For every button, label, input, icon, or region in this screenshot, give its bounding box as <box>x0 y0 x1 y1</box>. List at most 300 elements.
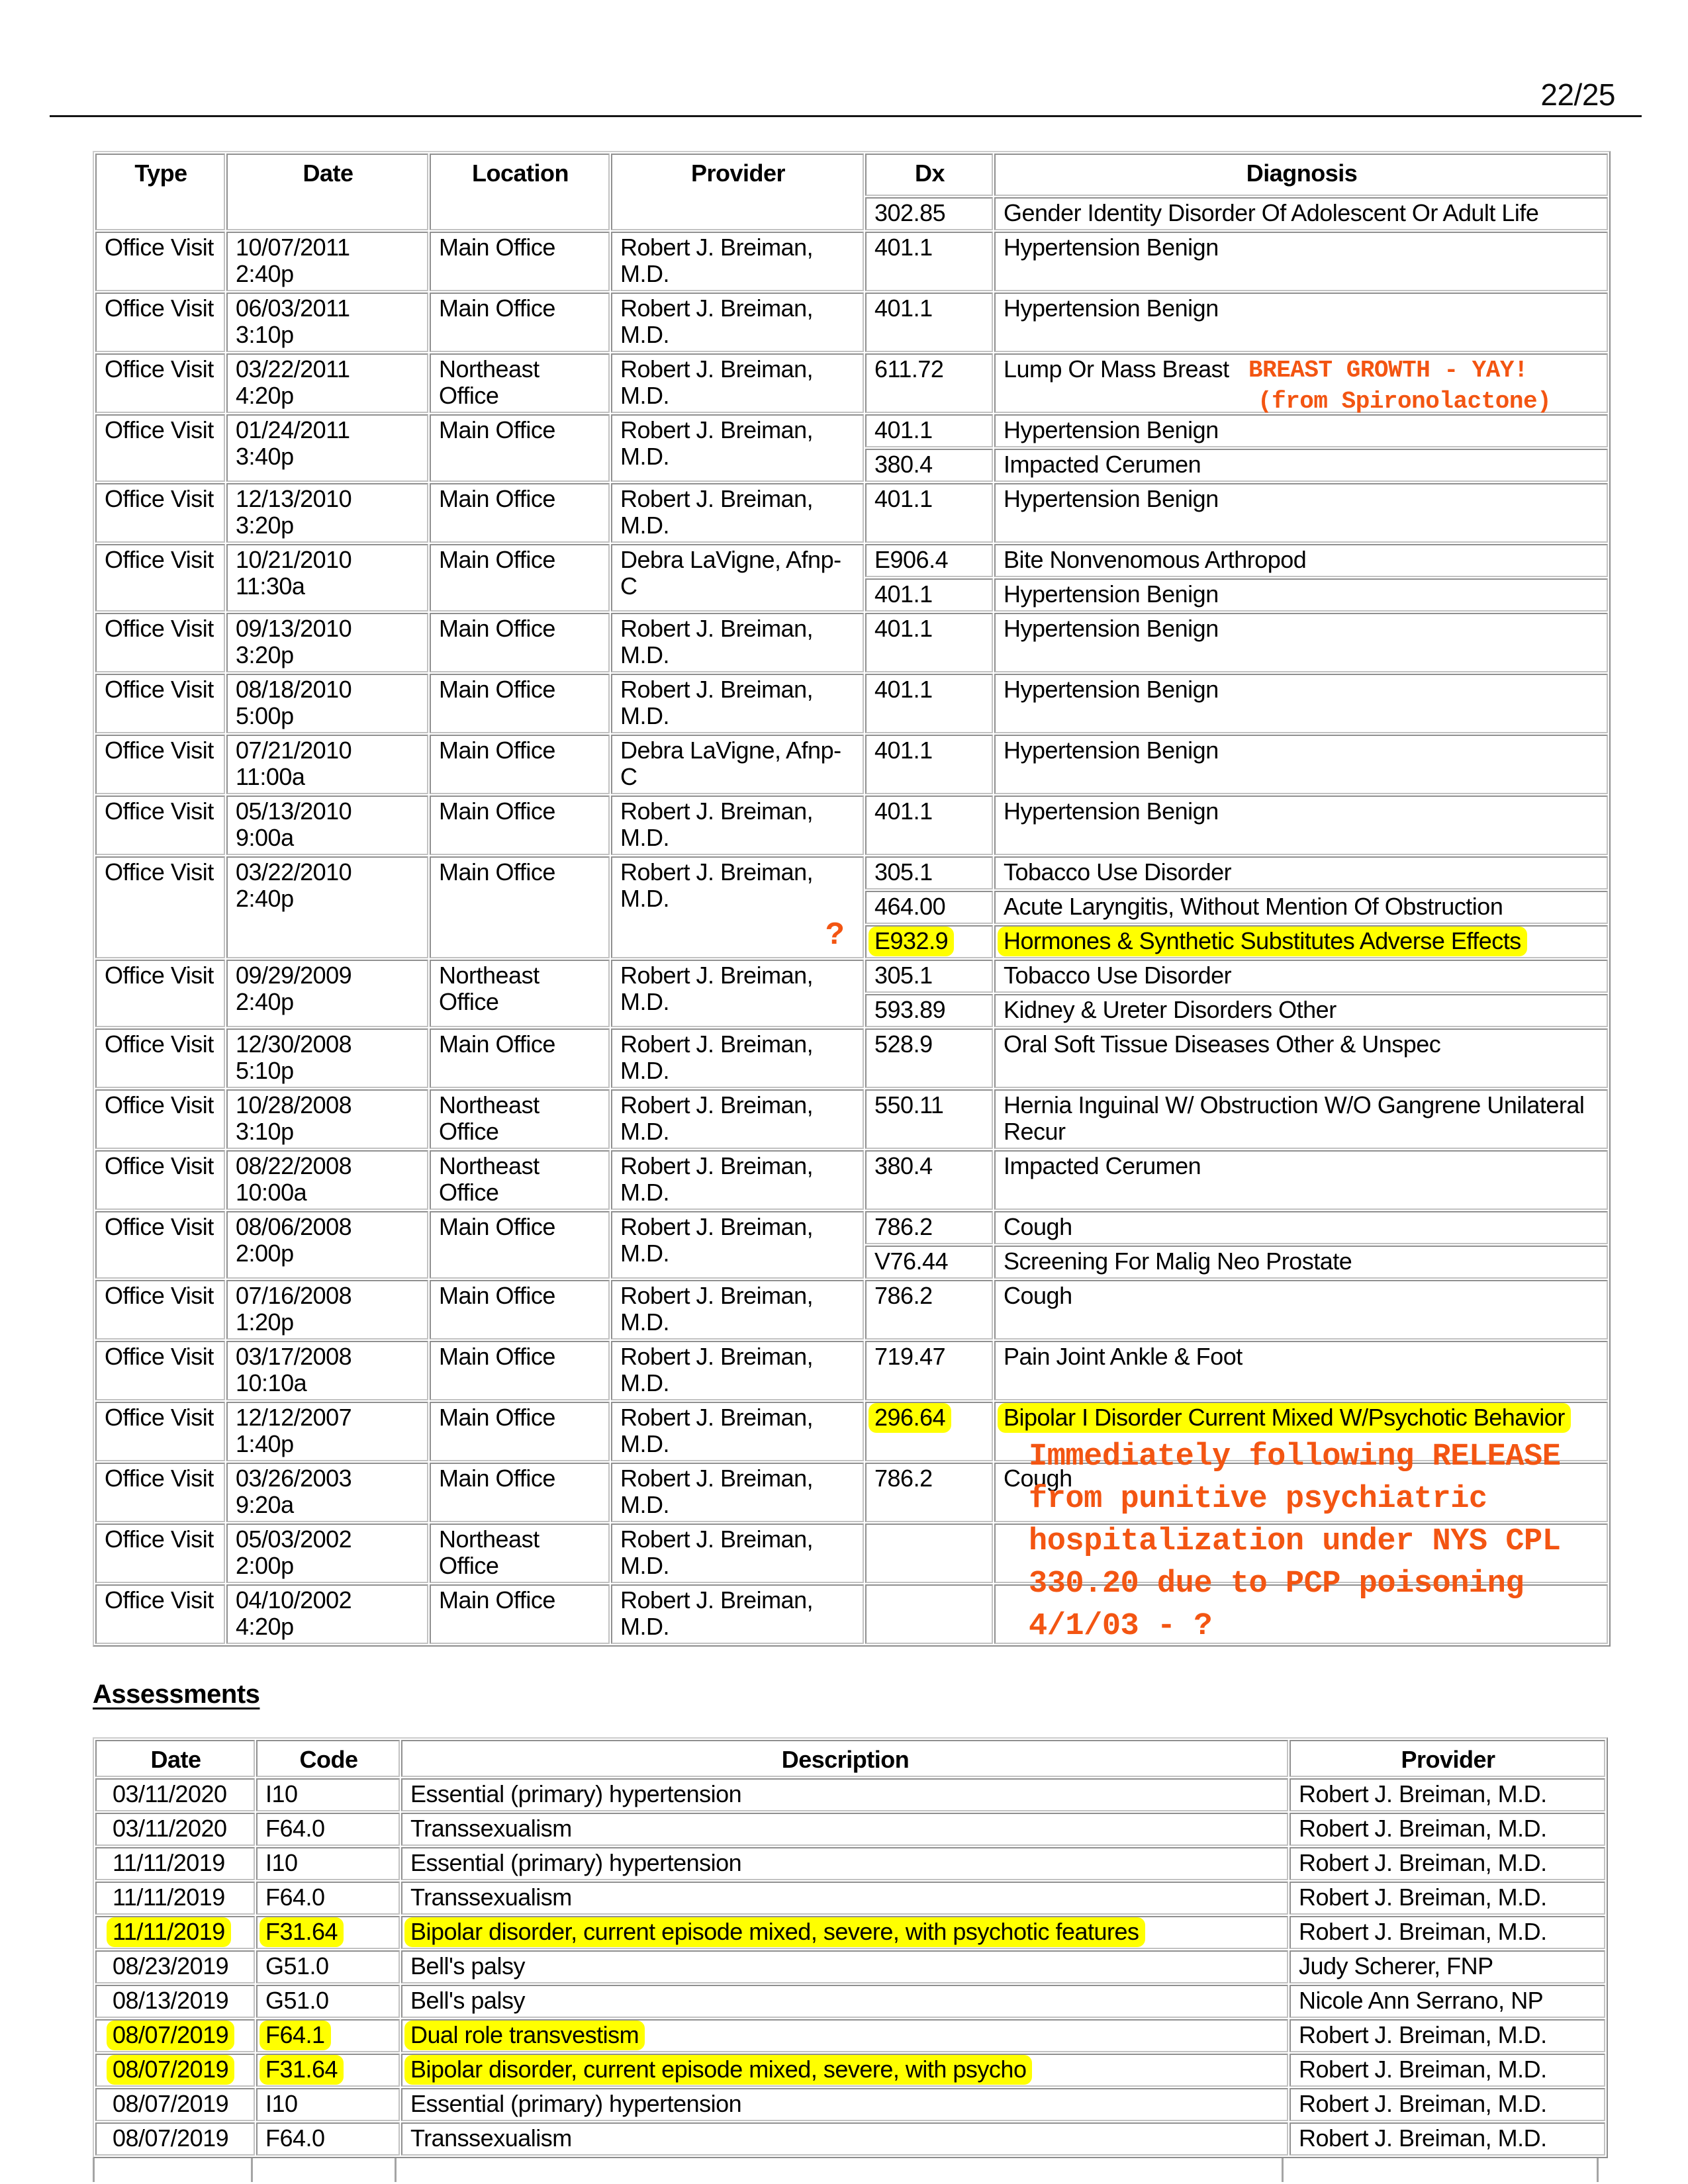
visit-row <box>95 674 1608 733</box>
visit-date: 12/12/2007 <box>236 1404 352 1431</box>
visit-time: 1:40p <box>236 1430 294 1457</box>
diagnosis-cell: Acute Laryngitis, Without Mention Of Obstruction <box>994 891 1608 924</box>
dx-code-cell: 528.9 <box>865 1028 993 1088</box>
assessment-row <box>95 1985 1605 2018</box>
visit-date-cell <box>226 1463 428 1522</box>
question-mark-annotation: ? <box>825 918 845 954</box>
diagnosis-cell: Cough <box>994 1463 1608 1522</box>
visit-location-cell: Northeast Office <box>430 960 610 1027</box>
visit-location-cell: Main Office <box>430 544 610 612</box>
dx-code-cell <box>865 1402 993 1461</box>
dx-code-cell: E906.4 <box>865 544 993 577</box>
visit-time: 3:40p <box>236 443 294 470</box>
visit-provider-cell: Robert J. Breiman, M.D. <box>611 1280 864 1340</box>
assessment-description-cell <box>401 2054 1288 2087</box>
highlight-mark: F31.64 <box>259 1917 344 1947</box>
visit-date: 10/07/2011 <box>236 234 350 261</box>
diagnosis-cell: Hypertension Benign <box>994 674 1608 733</box>
assessment-description-cell <box>401 1916 1288 1949</box>
visit-type-cell: Office Visit <box>95 735 225 794</box>
dx-code-cell <box>865 1584 993 1644</box>
visit-time: 3:10p <box>236 321 294 348</box>
visit-time: 10:00a <box>236 1179 307 1206</box>
visit-row <box>95 1028 1608 1088</box>
assessment-code-cell: F64.0 <box>256 1882 400 1915</box>
assessment-date-cell: 08/07/2019 <box>95 2122 255 2156</box>
release-note-line-2: from punitive psychiatric <box>1029 1482 1487 1517</box>
assessment-code-cell: I10 <box>256 1847 400 1880</box>
assessment-description-cell: Transsexualism <box>401 1813 1288 1846</box>
visit-date-cell <box>226 796 428 855</box>
release-note-line-1: Immediately following RELEASE <box>1029 1439 1561 1475</box>
visit-date-cell <box>226 735 428 794</box>
visit-location-cell: Northeast Office <box>430 1524 610 1583</box>
visit-date-cell <box>226 1402 428 1461</box>
visit-location-cell: Main Office <box>430 1341 610 1400</box>
visit-time: 3:20p <box>236 512 294 539</box>
dx-code-cell: 401.1 <box>865 735 993 794</box>
assessment-description-cell: Bell's palsy <box>401 1950 1288 1983</box>
assessments-table-body <box>95 1740 1605 2156</box>
dx-code-cell: 401.1 <box>865 613 993 672</box>
visit-date: 10/21/2010 <box>236 546 352 573</box>
assessment-row <box>95 1813 1605 1846</box>
visit-location-cell: Main Office <box>430 1028 610 1088</box>
assessment-description-cell: Essential (primary) hypertension <box>401 1778 1288 1811</box>
visit-type-cell: Office Visit <box>95 856 225 958</box>
dx-code-cell: 786.2 <box>865 1280 993 1340</box>
diagnosis-cell: Hypertension Benign <box>994 483 1608 543</box>
visit-date-cell <box>226 483 428 543</box>
visit-date-cell <box>226 293 428 352</box>
visit-row <box>95 544 1608 577</box>
visit-location-cell: Main Office <box>430 1463 610 1522</box>
assessment-description-cell: Essential (primary) hypertension <box>401 2088 1288 2121</box>
dx-code-cell: 401.1 <box>865 674 993 733</box>
dx-code-cell: 380.4 <box>865 1150 993 1210</box>
visit-date: 10/28/2008 <box>236 1091 352 1118</box>
visit-row <box>95 232 1608 291</box>
assessments-cutoff-row <box>93 2158 1599 2182</box>
highlight-mark: 08/07/2019 <box>107 2055 234 2085</box>
visit-row <box>95 1341 1608 1400</box>
visit-date-cell <box>226 856 428 958</box>
visit-date: 08/06/2008 <box>236 1213 352 1240</box>
assessment-code-cell: F64.0 <box>256 1813 400 1846</box>
visit-date-cell <box>226 1028 428 1088</box>
assessment-provider-cell: Robert J. Breiman, M.D. <box>1289 2019 1605 2052</box>
visits-col-date: Date <box>226 154 428 230</box>
dx-code-cell: 550.11 <box>865 1089 993 1149</box>
highlight-mark: E932.9 <box>868 927 954 956</box>
visits-col-location: Location <box>430 154 610 230</box>
visit-date: 12/13/2010 <box>236 485 352 512</box>
visit-row <box>95 1150 1608 1210</box>
visit-row <box>95 735 1608 794</box>
assessment-date-cell <box>95 2054 255 2087</box>
page-header <box>50 0 1642 117</box>
visit-location-cell: Main Office <box>430 613 610 672</box>
visit-time: 2:00p <box>236 1552 294 1579</box>
visit-date-cell <box>226 1150 428 1210</box>
visit-type-cell: Office Visit <box>95 1089 225 1149</box>
assessments-table <box>93 1737 1608 2158</box>
visit-type-cell: Office Visit <box>95 960 225 1027</box>
visit-location-cell: Main Office <box>430 856 610 958</box>
assessments-col-description: Description <box>401 1740 1288 1777</box>
assessment-code-cell <box>256 2019 400 2052</box>
visits-table-body <box>95 154 1608 1644</box>
visit-time: 11:30a <box>236 572 305 600</box>
visit-time: 10:10a <box>236 1369 307 1396</box>
assessment-provider-cell: Nicole Ann Serrano, NP <box>1289 1985 1605 2018</box>
visit-row <box>95 483 1608 543</box>
assessment-row <box>95 1950 1605 1983</box>
assessments-heading: Assessments <box>93 1680 260 1709</box>
diagnosis-cell <box>994 925 1608 958</box>
visit-provider-cell: Robert J. Breiman, M.D. <box>611 960 864 1027</box>
visit-time: 9:00a <box>236 824 294 851</box>
visit-row <box>95 1211 1608 1244</box>
visit-provider-cell: Robert J. Breiman, M.D. <box>611 1211 864 1279</box>
visit-row <box>95 1402 1608 1461</box>
visit-provider-cell: Robert J. Breiman, M.D. <box>611 613 864 672</box>
visit-provider-cell: Robert J. Breiman, M.D. <box>611 1402 864 1461</box>
visit-type-cell: Office Visit <box>95 483 225 543</box>
visit-row <box>95 293 1608 352</box>
visit-date: 12/30/2008 <box>236 1030 352 1058</box>
visit-date-cell <box>226 353 428 413</box>
visit-type-cell: Office Visit <box>95 674 225 733</box>
assessment-date-cell: 08/23/2019 <box>95 1950 255 1983</box>
highlight-mark: 08/07/2019 <box>107 2021 234 2050</box>
visit-date-cell <box>226 1341 428 1400</box>
visit-time: 3:10p <box>236 1118 294 1145</box>
assessment-date-cell: 08/13/2019 <box>95 1985 255 2018</box>
assessment-row <box>95 2088 1605 2121</box>
dx-code-cell: V76.44 <box>865 1246 993 1279</box>
release-note-line-5: 4/1/03 - ? <box>1029 1609 1213 1644</box>
visit-time: 2:40p <box>236 988 294 1015</box>
visit-location-cell: Main Office <box>430 232 610 291</box>
diagnosis-cell: Hypertension Benign <box>994 293 1608 352</box>
assessments-col-provider: Provider <box>1289 1740 1605 1777</box>
dx-code-cell: 305.1 <box>865 856 993 889</box>
visit-provider-cell: Robert J. Breiman, M.D. <box>611 232 864 291</box>
visit-type-cell: Office Visit <box>95 1402 225 1461</box>
visits-col-diagnosis: Diagnosis <box>994 154 1608 196</box>
visit-provider-cell: Robert J. Breiman, M.D. <box>611 796 864 855</box>
assessment-row <box>95 2054 1605 2087</box>
visit-type-cell: Office Visit <box>95 1584 225 1644</box>
assessment-row <box>95 1847 1605 1880</box>
cutoff-border-desc-provider <box>1282 2158 1284 2182</box>
visit-date: 03/17/2008 <box>236 1343 352 1370</box>
visit-time: 4:20p <box>236 1613 294 1640</box>
dx-code-cell: 593.89 <box>865 994 993 1027</box>
visit-date-cell <box>226 960 428 1027</box>
visit-date-cell <box>226 544 428 612</box>
visit-date-cell <box>226 414 428 482</box>
visit-type-cell: Office Visit <box>95 232 225 291</box>
visit-provider-cell: Robert J. Breiman, M.D. <box>611 674 864 733</box>
assessment-provider-cell: Robert J. Breiman, M.D. <box>1289 1778 1605 1811</box>
carryover-diagnosis-cell: Gender Identity Disorder Of Adolescent Or Adult Life <box>994 197 1608 230</box>
visit-type-cell: Office Visit <box>95 1028 225 1088</box>
visit-date: 07/21/2010 <box>236 737 352 764</box>
visit-provider-cell: Robert J. Breiman, M.D. <box>611 1089 864 1149</box>
dx-code-cell: 305.1 <box>865 960 993 993</box>
breast-growth-annotation <box>1248 355 1551 417</box>
visit-type-cell: Office Visit <box>95 353 225 413</box>
visits-header-row <box>95 154 1608 196</box>
visit-date: 04/10/2002 <box>236 1586 352 1614</box>
visit-date: 08/22/2008 <box>236 1152 352 1179</box>
visit-date: 03/26/2003 <box>236 1465 352 1492</box>
visit-location-cell: Main Office <box>430 1584 610 1644</box>
visit-time: 11:00a <box>236 763 305 790</box>
dx-code-cell: 786.2 <box>865 1211 993 1244</box>
diagnosis-cell: Pain Joint Ankle & Foot <box>994 1341 1608 1400</box>
highlight-mark: Bipolar disorder, current episode mixed, severe, with psychotic features <box>404 1917 1145 1947</box>
assessment-date-cell: 03/11/2020 <box>95 1813 255 1846</box>
diagnosis-cell: Hypertension Benign <box>994 735 1608 794</box>
dx-code-cell: 401.1 <box>865 293 993 352</box>
diagnosis-cell: Impacted Cerumen <box>994 1150 1608 1210</box>
visit-location-cell: Main Office <box>430 483 610 543</box>
visit-location-cell: Main Office <box>430 414 610 482</box>
assessment-description-cell <box>401 2019 1288 2052</box>
diagnosis-cell: Bite Nonvenomous Arthropod <box>994 544 1608 577</box>
visit-time: 2:40p <box>236 885 294 912</box>
visit-type-cell: Office Visit <box>95 1524 225 1583</box>
assessment-provider-cell: Robert J. Breiman, M.D. <box>1289 1813 1605 1846</box>
visit-date-cell <box>226 1524 428 1583</box>
visit-type-cell: Office Visit <box>95 1463 225 1522</box>
diagnosis-cell: Hypertension Benign <box>994 796 1608 855</box>
visit-location-cell: Northeast Office <box>430 1089 610 1149</box>
visit-provider-cell: Robert J. Breiman, M.D. <box>611 1584 864 1644</box>
visit-location-cell: Main Office <box>430 796 610 855</box>
assessment-date-cell: 11/11/2019 <box>95 1847 255 1880</box>
assessment-provider-cell: Robert J. Breiman, M.D. <box>1289 1847 1605 1880</box>
diagnosis-cell: Cough <box>994 1280 1608 1340</box>
visit-provider-cell: Robert J. Breiman, M.D. <box>611 856 864 958</box>
visit-type-cell: Office Visit <box>95 544 225 612</box>
assessments-col-code: Code <box>256 1740 400 1777</box>
dx-code-cell: 401.1 <box>865 578 993 612</box>
visit-provider-cell: Debra LaVigne, Afnp-C <box>611 735 864 794</box>
visit-provider-cell: Robert J. Breiman, M.D. <box>611 1524 864 1583</box>
visit-row <box>95 1280 1608 1340</box>
dx-code-cell: 380.4 <box>865 449 993 482</box>
dx-code-cell: 611.72 <box>865 353 993 413</box>
visit-date: 01/24/2011 <box>236 416 350 443</box>
visit-row <box>95 1089 1608 1149</box>
visit-type-cell: Office Visit <box>95 1341 225 1400</box>
visit-row <box>95 613 1608 672</box>
highlight-mark: F31.64 <box>259 2055 344 2085</box>
visit-provider-cell: Robert J. Breiman, M.D. <box>611 1028 864 1088</box>
assessment-code-cell: I10 <box>256 1778 400 1811</box>
cutoff-border-code-desc <box>395 2158 397 2182</box>
assessment-description-cell: Bell's palsy <box>401 1985 1288 2018</box>
assessment-row <box>95 1778 1605 1811</box>
assessment-date-cell <box>95 2019 255 2052</box>
assessment-row <box>95 1882 1605 1915</box>
assessment-date-cell: 11/11/2019 <box>95 1882 255 1915</box>
visit-location-cell: Main Office <box>430 674 610 733</box>
assessment-row <box>95 2122 1605 2156</box>
diagnosis-cell: Tobacco Use Disorder <box>994 856 1608 889</box>
highlight-mark: 11/11/2019 <box>107 1917 231 1947</box>
visit-type-cell: Office Visit <box>95 1280 225 1340</box>
highlight-mark: Bipolar disorder, current episode mixed, severe, with psycho <box>404 2055 1032 2085</box>
diagnosis-cell: Hypertension Benign <box>994 414 1608 447</box>
assessment-code-cell: I10 <box>256 2088 400 2121</box>
visit-row <box>95 414 1608 447</box>
visit-date: 09/13/2010 <box>236 615 352 642</box>
visit-provider-cell: Robert J. Breiman, M.D. <box>611 1150 864 1210</box>
diagnosis-cell: Hypertension Benign <box>994 232 1608 291</box>
page-content <box>0 117 1688 2182</box>
visit-type-cell: Office Visit <box>95 796 225 855</box>
cutoff-border-left <box>93 2158 95 2182</box>
visit-date: 09/29/2009 <box>236 962 352 989</box>
visit-location-cell: Northeast Office <box>430 1150 610 1210</box>
highlight-mark: F64.1 <box>259 2021 331 2050</box>
visit-provider-cell: Robert J. Breiman, M.D. <box>611 414 864 482</box>
visits-col-dx: Dx <box>865 154 993 196</box>
diagnosis-cell: Hernia Inguinal W/ Obstruction W/O Gangrene Unilateral Recur <box>994 1089 1608 1149</box>
visit-location-cell: Main Office <box>430 293 610 352</box>
assessment-code-cell: G51.0 <box>256 1985 400 2018</box>
visit-date-cell <box>226 674 428 733</box>
diagnosis-cell: Hypertension Benign <box>994 613 1608 672</box>
assessment-code-cell: F64.0 <box>256 2122 400 2156</box>
visit-provider-cell: Robert J. Breiman, M.D. <box>611 293 864 352</box>
dx-code-cell <box>865 1524 993 1583</box>
visit-type-cell: Office Visit <box>95 414 225 482</box>
assessments-col-date: Date <box>95 1740 255 1777</box>
diagnosis-cell: Hypertension Benign <box>994 578 1608 612</box>
highlight-mark: Hormones & Synthetic Substitutes Adverse Effects <box>998 927 1527 956</box>
visit-provider-cell: Robert J. Breiman, M.D. <box>611 1341 864 1400</box>
assessment-provider-cell: Robert J. Breiman, M.D. <box>1289 2088 1605 2121</box>
dx-code-cell: 401.1 <box>865 796 993 855</box>
breast-growth-annotation-line1: BREAST GROWTH - YAY! <box>1248 357 1528 384</box>
visit-time: 4:20p <box>236 382 294 409</box>
visit-date: 06/03/2011 <box>236 295 350 322</box>
visits-col-type: Type <box>95 154 225 230</box>
assessment-description-cell: Transsexualism <box>401 2122 1288 2156</box>
cutoff-border-date-code <box>251 2158 253 2182</box>
visit-date-cell <box>226 1280 428 1340</box>
diagnosis-cell: Impacted Cerumen <box>994 449 1608 482</box>
visits-table <box>93 151 1611 1647</box>
assessment-code-cell: G51.0 <box>256 1950 400 1983</box>
visit-provider-cell: Debra LaVigne, Afnp-C <box>611 544 864 612</box>
visit-date-cell <box>226 613 428 672</box>
assessment-code-cell <box>256 2054 400 2087</box>
visit-date-cell <box>226 1089 428 1149</box>
dx-code-cell: 464.00 <box>865 891 993 924</box>
dx-code-cell: 401.1 <box>865 414 993 447</box>
cutoff-border-right <box>1597 2158 1599 2182</box>
visit-date: 03/22/2010 <box>236 858 352 886</box>
assessment-row <box>95 1916 1605 1949</box>
assessment-provider-cell: Robert J. Breiman, M.D. <box>1289 2054 1605 2087</box>
assessments-header-row <box>95 1740 1605 1777</box>
breast-growth-annotation-line2: (from Spironolactone) <box>1258 388 1552 415</box>
dx-code-cell: 786.2 <box>865 1463 993 1522</box>
visit-row <box>95 796 1608 855</box>
highlight-mark: 296.64 <box>868 1403 951 1433</box>
visit-location-cell: Northeast Office <box>430 353 610 413</box>
visit-time: 2:00p <box>236 1240 294 1267</box>
assessment-provider-cell: Robert J. Breiman, M.D. <box>1289 2122 1605 2156</box>
diagnosis-cell: Kidney & Ureter Disorders Other <box>994 994 1608 1027</box>
release-note-annotation <box>1029 1436 1560 1648</box>
assessment-provider-cell: Robert J. Breiman, M.D. <box>1289 1882 1605 1915</box>
visit-date: 03/22/2011 <box>236 355 350 383</box>
visit-provider-cell: Robert J. Breiman, M.D. <box>611 1463 864 1522</box>
visit-date-cell <box>226 232 428 291</box>
visit-date: 05/03/2002 <box>236 1525 352 1553</box>
visit-time: 9:20a <box>236 1491 294 1518</box>
carryover-dx-code-cell: 302.85 <box>865 197 993 230</box>
visit-row <box>95 856 1608 889</box>
release-note-line-3: hospitalization under NYS CPL <box>1029 1524 1561 1559</box>
assessment-code-cell <box>256 1916 400 1949</box>
diagnosis-cell: Oral Soft Tissue Diseases Other & Unspec <box>994 1028 1608 1088</box>
visit-time: 3:20p <box>236 641 294 668</box>
visit-time: 2:40p <box>236 260 294 287</box>
visit-time: 5:10p <box>236 1057 294 1084</box>
diagnosis-cell: Screening For Malig Neo Prostate <box>994 1246 1608 1279</box>
assessment-provider-cell: Judy Scherer, FNP <box>1289 1950 1605 1983</box>
assessment-description-cell: Transsexualism <box>401 1882 1288 1915</box>
release-note-line-4: 330.20 due to PCP poisoning <box>1029 1567 1524 1602</box>
assessment-provider-cell: Robert J. Breiman, M.D. <box>1289 1916 1605 1949</box>
highlight-mark: Bipolar I Disorder Current Mixed W/Psychotic Behavior <box>998 1403 1571 1433</box>
page-number: 22/25 <box>1540 77 1615 112</box>
visit-location-cell: Main Office <box>430 1280 610 1340</box>
visit-location-cell: Main Office <box>430 1211 610 1279</box>
diagnosis-cell: Lump Or Mass Breast BREAST GROWTH - YAY! (from Spironolactone) <box>994 353 1608 413</box>
visit-location-cell: Main Office <box>430 1402 610 1461</box>
visits-col-provider: Provider <box>611 154 864 230</box>
visit-date: 05/13/2010 <box>236 797 352 825</box>
assessment-date-cell <box>95 1916 255 1949</box>
visit-date-cell <box>226 1211 428 1279</box>
diagnosis-cell: Tobacco Use Disorder <box>994 960 1608 993</box>
visit-type-cell: Office Visit <box>95 613 225 672</box>
visit-provider-cell: Robert J. Breiman, M.D. <box>611 353 864 413</box>
assessment-row <box>95 2019 1605 2052</box>
visit-time: 1:20p <box>236 1308 294 1336</box>
visit-type-cell: Office Visit <box>95 1211 225 1279</box>
visit-date: 07/16/2008 <box>236 1282 352 1309</box>
visit-row <box>95 353 1608 413</box>
visit-type-cell: Office Visit <box>95 293 225 352</box>
dx-code-cell: 719.47 <box>865 1341 993 1400</box>
assessment-date-cell: 03/11/2020 <box>95 1778 255 1811</box>
visit-location-cell: Main Office <box>430 735 610 794</box>
highlight-mark: Dual role transvestism <box>404 2021 645 2050</box>
dx-code-cell <box>825 918 993 958</box>
visit-time: 5:00p <box>236 702 294 729</box>
